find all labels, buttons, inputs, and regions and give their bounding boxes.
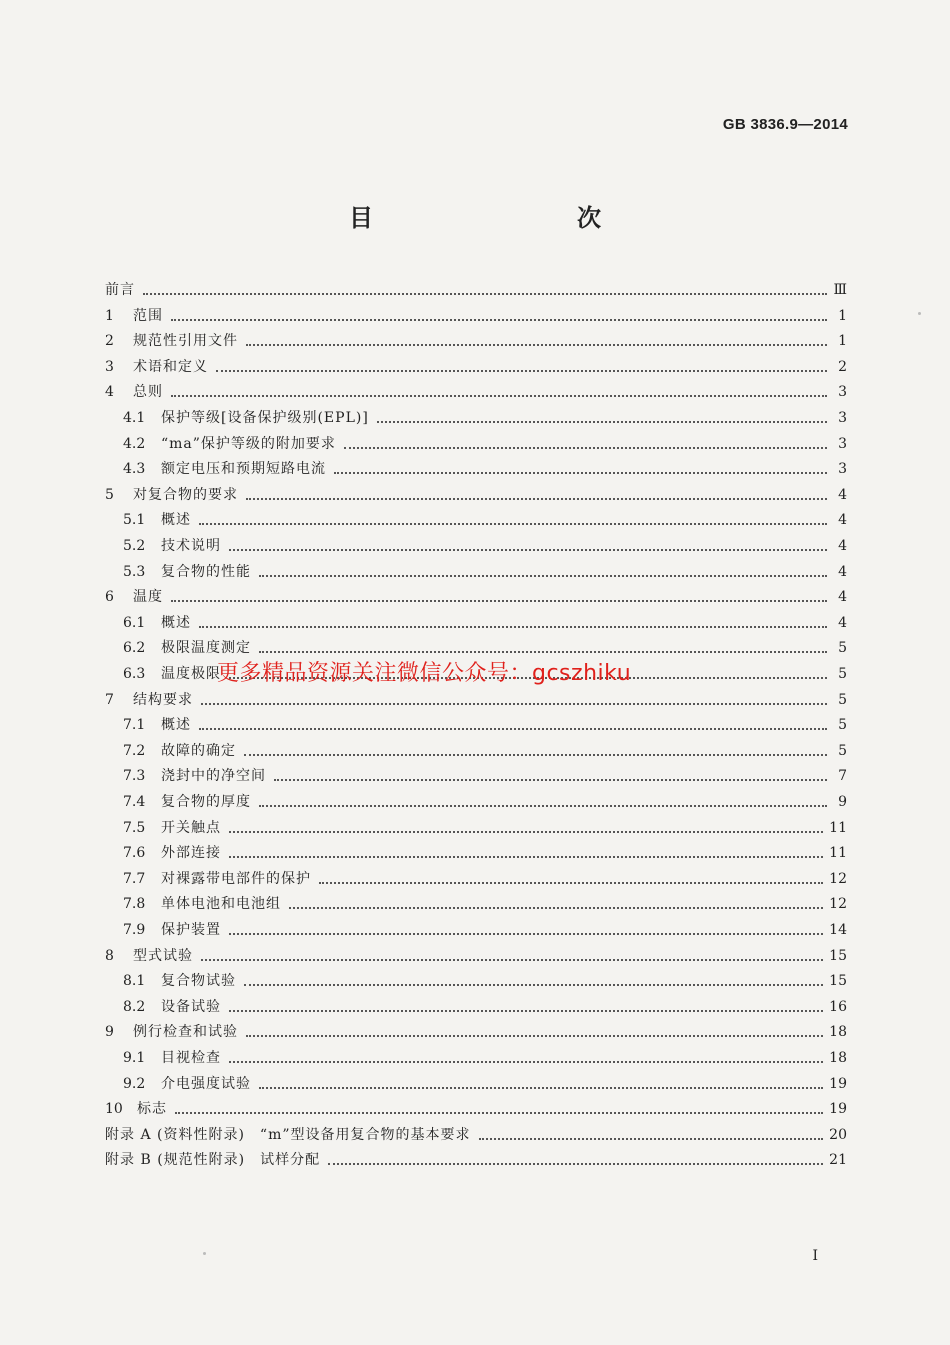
toc-leader-dots	[259, 1087, 823, 1089]
toc-leader-dots	[246, 1035, 823, 1037]
toc-leader-dots	[171, 395, 827, 397]
toc-entry-label: 前言	[105, 282, 135, 298]
toc-entry-label: 复合物试验	[161, 973, 236, 990]
toc-entry-label: 额定电压和预期短路电流	[161, 461, 326, 478]
toc-leader-dots	[201, 959, 823, 961]
toc-entry-number: 7.5	[123, 819, 146, 836]
toc-entry-number: 8.1	[123, 973, 146, 990]
toc-leader-dots	[229, 856, 823, 858]
toc-leader-dots	[319, 882, 823, 884]
toc-entry-label: 故障的确定	[161, 742, 236, 759]
toc-leader-dots	[259, 575, 827, 577]
toc-entry-number: 10	[105, 1101, 123, 1118]
toc-entry-page: 3	[838, 435, 847, 452]
toc-entry-number: 7.7	[123, 870, 146, 887]
toc-entry-number: 7.3	[123, 768, 146, 785]
toc-leader-dots	[171, 600, 827, 602]
toc-entry-number: 4.1	[123, 410, 146, 426]
toc-entry-number: 7	[105, 691, 114, 708]
toc-entry[interactable]	[105, 1121, 847, 1145]
toc-entry-number: 7.2	[123, 742, 146, 759]
toc-entry-number: 7.9	[123, 922, 146, 938]
toc-entry-page: 15	[829, 973, 847, 990]
toc-entry-page: 4	[838, 563, 847, 580]
toc-entry[interactable]	[105, 942, 847, 966]
toc-leader-dots	[229, 1061, 823, 1063]
scan-speck	[918, 312, 921, 315]
toc-entry-page: 5	[838, 666, 847, 682]
standard-number: GB 3836.9—2014	[722, 116, 848, 133]
toc-entry-number: 2	[105, 333, 114, 350]
toc-entry-number: 4.2	[123, 435, 146, 452]
toc-entry-number: 8	[105, 947, 114, 964]
toc-entry-label: 术语和定义	[133, 358, 208, 375]
toc-entry[interactable]	[123, 865, 847, 889]
toc-entry[interactable]	[123, 814, 847, 838]
toc-leader-dots	[199, 626, 827, 628]
toc-entry-label: 概述	[161, 512, 191, 529]
toc-entry-page: 19	[829, 1101, 847, 1118]
toc-entry-label: 例行检查和试验	[133, 1024, 238, 1041]
toc-entry-label: 外部连接	[161, 845, 221, 862]
toc-entry-page: 15	[829, 947, 847, 964]
toc-leader-dots	[289, 907, 823, 909]
toc-entry-label: 技术说明	[161, 538, 221, 554]
toc-leader-dots	[259, 651, 827, 653]
toc-leader-dots	[479, 1138, 824, 1140]
toc-entry-label: 温度	[133, 589, 163, 606]
toc-entry[interactable]	[123, 1070, 847, 1094]
toc-entry[interactable]	[105, 583, 847, 607]
toc-leader-dots	[199, 728, 827, 730]
toc-leader-dots	[246, 344, 827, 346]
toc-entry-label: 开关触点	[161, 819, 221, 836]
toc-entry[interactable]	[123, 890, 847, 914]
page-number: I	[812, 1248, 818, 1264]
toc-entry-page: 12	[829, 870, 847, 887]
toc-entry-label: 目视检查	[161, 1050, 221, 1066]
toc-entry[interactable]	[123, 737, 847, 761]
toc-entry-page: 4	[838, 538, 847, 554]
toc-entry[interactable]	[105, 276, 847, 300]
toc-entry-page: 4	[838, 614, 847, 631]
toc-entry-label: 复合物的厚度	[161, 794, 251, 810]
toc-entry-page: Ⅲ	[833, 282, 847, 298]
toc-entry-label: 概述	[161, 614, 191, 631]
toc-entry-number: 8.2	[123, 998, 146, 1015]
toc-leader-dots	[201, 703, 827, 705]
toc-entry-label: 设备试验	[161, 998, 221, 1015]
toc-entry-page: 1	[838, 333, 847, 350]
toc-entry-number: 6	[105, 589, 114, 606]
toc-leader-dots	[274, 779, 827, 781]
toc-leader-dots	[229, 933, 823, 935]
toc-leader-dots	[259, 805, 827, 807]
toc-entry[interactable]	[105, 327, 847, 351]
toc-entry-page: 9	[838, 794, 847, 810]
toc-title: 目 次	[349, 203, 653, 232]
toc-entry-page: 11	[829, 845, 847, 862]
toc-entry[interactable]	[123, 788, 847, 812]
toc-entry[interactable]	[123, 993, 847, 1017]
toc-entry-number: 1	[105, 307, 114, 324]
toc-entry[interactable]	[105, 686, 847, 710]
toc-entry-number: 6.3	[123, 666, 146, 682]
toc-leader-dots	[143, 293, 827, 295]
toc-leader-dots	[199, 523, 827, 525]
toc-entry[interactable]	[123, 506, 847, 530]
toc-entry-number: 9.2	[123, 1075, 146, 1092]
toc-entry-label: 标志	[137, 1101, 167, 1118]
toc-entry-page: 11	[829, 819, 847, 836]
toc-entry-label: 范围	[133, 307, 163, 324]
toc-entry-label: 温度极限	[161, 666, 221, 682]
toc-entry[interactable]	[105, 1018, 847, 1042]
toc-entry[interactable]	[123, 634, 847, 658]
toc-entry-page: 4	[838, 512, 847, 529]
toc-entry-page: 16	[829, 998, 847, 1015]
toc-entry-page: 14	[829, 922, 847, 938]
toc-entry-page: 5	[838, 640, 847, 657]
scan-speck	[203, 1252, 206, 1255]
toc-leader-dots	[171, 319, 827, 321]
toc-entry-page: 5	[838, 691, 847, 708]
toc-entry[interactable]	[123, 609, 847, 633]
toc-entry-label: 结构要求	[133, 691, 193, 708]
toc-leader-dots	[344, 447, 827, 449]
toc-entry-page: 3	[838, 384, 847, 401]
toc-entry-page: 4	[838, 486, 847, 503]
toc-entry-number: 4	[105, 384, 114, 401]
toc-leader-dots	[377, 421, 827, 423]
toc-entry[interactable]	[123, 967, 847, 991]
watermark-text: 更多精品资源关注微信公众号：gcszhiku	[217, 661, 632, 686]
toc-entry-label: 极限温度测定	[161, 640, 251, 657]
toc-entry-page: 18	[829, 1024, 847, 1041]
toc-leader-dots	[229, 549, 827, 551]
toc-entry-label: 介电强度试验	[161, 1075, 251, 1092]
toc-entry-number: 3	[105, 358, 114, 375]
toc-entry[interactable]	[123, 916, 847, 940]
toc-entry-number: 4.3	[123, 461, 146, 478]
toc-entry-label: 附录 A (资料性附录) “m”型设备用复合物的基本要求	[105, 1126, 471, 1143]
toc-entry[interactable]	[105, 353, 847, 377]
toc-entry-number: 5.3	[123, 563, 146, 580]
toc-entry-label: 保护装置	[161, 922, 221, 938]
toc-entry-page: 1	[838, 307, 847, 324]
toc-entry[interactable]	[105, 481, 847, 505]
toc-entry[interactable]	[105, 1146, 847, 1170]
toc-entry-label: 附录 B (规范性附录) 试样分配	[105, 1152, 321, 1169]
toc-entry-page: 4	[838, 589, 847, 606]
toc-entry-number: 5.1	[123, 512, 146, 529]
toc-entry-label: 复合物的性能	[161, 563, 251, 580]
toc-entry-label: 对复合物的要求	[133, 486, 238, 503]
toc-entry-number: 9.1	[123, 1050, 146, 1066]
toc-entry-page: 12	[829, 896, 847, 913]
toc-entry-number: 7.8	[123, 896, 146, 913]
toc-entry[interactable]	[123, 558, 847, 582]
toc-entry[interactable]	[123, 532, 847, 556]
toc-entry-label: 单体电池和电池组	[161, 896, 281, 913]
toc-entry-label: “ma”保护等级的附加要求	[161, 435, 336, 452]
toc-entry-label: 规范性引用文件	[133, 333, 238, 350]
toc-entry[interactable]	[123, 1044, 847, 1068]
toc-entry[interactable]	[105, 1095, 847, 1119]
toc-entry[interactable]	[123, 455, 847, 479]
toc-leader-dots	[244, 754, 827, 756]
toc-entry-page: 5	[838, 742, 847, 759]
toc-leader-dots	[216, 370, 827, 372]
toc-entry-number: 6.2	[123, 640, 146, 657]
toc-entry-number: 7.6	[123, 845, 146, 862]
toc-entry-label: 保护等级[设备保护级别(EPL)]	[161, 410, 369, 426]
toc-entry[interactable]	[123, 839, 847, 863]
toc-entry-label: 浇封中的净空间	[161, 768, 266, 785]
toc-entry[interactable]	[123, 430, 847, 454]
toc-entry-number: 7.1	[123, 717, 146, 734]
toc-leader-dots	[229, 831, 823, 833]
toc-entry-label: 总则	[133, 384, 163, 401]
toc-entry-page: 2	[838, 358, 847, 375]
toc-entry-page: 3	[838, 410, 847, 426]
toc-leader-dots	[175, 1112, 823, 1114]
toc-entry-label: 型式试验	[133, 947, 193, 964]
toc-entry-label: 对裸露带电部件的保护	[161, 870, 311, 887]
toc-entry-page: 18	[829, 1050, 847, 1066]
toc-entry-number: 9	[105, 1024, 114, 1041]
toc-entry[interactable]	[123, 404, 847, 428]
toc-entry-page: 5	[838, 717, 847, 734]
toc-entry[interactable]	[105, 302, 847, 326]
toc-entry-page: 21	[829, 1152, 847, 1169]
toc-entry-number: 6.1	[123, 614, 146, 631]
toc-entry-page: 3	[838, 461, 847, 478]
toc-entry[interactable]	[123, 762, 847, 786]
toc-entry-number: 5	[105, 486, 114, 503]
toc-entry[interactable]	[123, 711, 847, 735]
toc-entry-number: 5.2	[123, 538, 146, 554]
toc-entry-label: 概述	[161, 717, 191, 734]
toc-leader-dots	[244, 984, 823, 986]
toc-leader-dots	[328, 1163, 823, 1165]
toc-entry-page: 20	[829, 1126, 847, 1143]
toc-leader-dots	[246, 498, 827, 500]
toc-leader-dots	[334, 472, 827, 474]
toc-entry-page: 7	[838, 768, 847, 785]
toc-entry-number: 7.4	[123, 794, 146, 810]
toc-leader-dots	[229, 1010, 823, 1012]
toc-entry[interactable]	[105, 378, 847, 402]
toc-entry-page: 19	[829, 1075, 847, 1092]
